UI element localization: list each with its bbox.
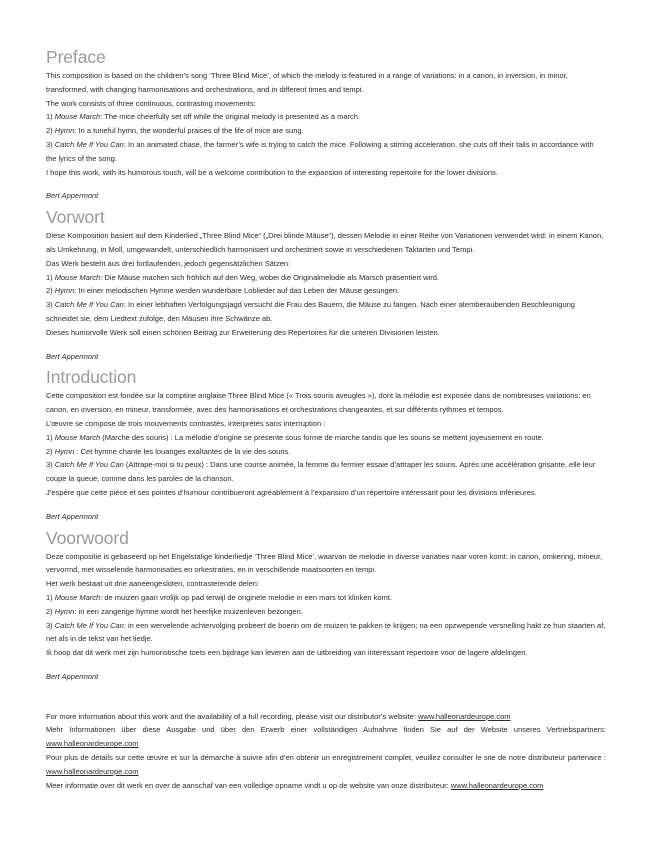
voorwoord-movement-2: 2) Hymn: in een zangerige hymne wordt het heerlijke muizenleven bezongen.	[46, 606, 303, 616]
heading-vorwort: Vorwort	[46, 207, 105, 228]
preface-movement-2: 2) Hymn: In a tuneful hymn, the wonderful praises of the life of mice are sung.	[46, 126, 304, 136]
preface-movement-1: 1) Mouse March: The mice cheerfully set off while the original melody is presented as a march.	[46, 112, 361, 122]
footer-de: Mehr Informationen über diese Ausgabe und über den Erwerb einer vollständigen Aufnahme finden Sie auf der Website unseres Vertriebspartners: www.halleonardeurope.com	[46, 725, 606, 749]
introduction-author: Bert Appermont	[46, 511, 99, 521]
vorwort-movement-1: 1) Mouse March: Die Mäuse machen sich fröhlich auf den Weg, wobei die Originalmelodie als Marsch präsentiert wird.	[46, 272, 439, 282]
footer-en: For more information about this work and the availability of a full recording, please visit our distributor’s website: www.halleonardeurope.com	[46, 711, 511, 721]
preface-author: Bert Appermont	[46, 191, 99, 201]
footer-fr: Pour plus de détails sur cette œuvre et sur la démarche à suivre afin d’en obtenir un enregistrement complet, veuillez consulter le site de notre distributeur partenaire : www.halleonardeurope.com	[46, 753, 606, 776]
document-page	[46, 46, 606, 792]
introduction-movement-2: 2) Hymn : Cet hymne chante les louanges exaltantes de la vie des souris.	[46, 446, 291, 456]
introduction-closing: J’espère que cette pièce et ses pointes d’humour contribueront agréablement à l’expansion d’un répertoire intéressant pour les divisions inférieures.	[46, 487, 537, 497]
heading-preface: Preface	[46, 47, 106, 67]
introduction-intro: Cette composition est fondée sur la comptine anglaise Three Blind Mice (« Trois souris aveugles »), dont la mélodie est exposée dans de nombreuses variations: en canon, en inversion, en mineur, transformée, avec des harmonisations et orchestrations changeantes, et sur différents rythmes et tempos.	[46, 391, 591, 415]
footer-nl: Meer informatie over dit werk en over de aanschaf van een volledige opname vindt u op de website van onze distributeur: www.halleonardeurope.com	[46, 780, 544, 790]
vorwort-movement-2: 2) Hymn: In einer melodischen Hymne werden wunderbare Loblieder auf das Leben der Mäuse gesungen.	[46, 286, 400, 296]
vorwort-lead: Das Werk besteht aus drei fortlaufenden, jedoch gegensätzlichen Sätzen:	[46, 258, 291, 268]
section-vorwort	[46, 206, 606, 363]
voorwoord-author: Bert Appermont	[46, 671, 99, 681]
distributor-info	[46, 710, 606, 793]
voorwoord-movement-3: 3) Catch Me If You Can: in een wervelende achtervolging probeert de boerin om de muizen te pakken te krijgen; na een opzwepende versnelling hakt ze hun staarten af, net als in de tekst van het liedje.	[46, 620, 606, 644]
vorwort-closing: Dieses humorvolle Werk soll einen schönen Beitrag zur Erweiterung des Repertoires für die unteren Divisionen leisten.	[46, 327, 440, 337]
heading-voorwoord: Voorwoord	[46, 527, 129, 548]
vorwort-author: Bert Appermont	[46, 351, 99, 361]
section-introduction	[46, 366, 606, 523]
preface-movement-3: 3) Catch Me If You Can: In an animated chase, the farmer’s wife is trying to catch the mice. Following a stirring acceleration, she cuts off their tails in accordance with the lyrics of the song.	[46, 139, 594, 163]
introduction-movement-3: 3) Catch Me If You Can (Attrape-moi si tu peux) : Dans une course animée, la femme du fermier essaie d’attraper les souris. Après une accélération grisante, elle leur coupe la queue, comme dans les paroles de la chanson.	[46, 460, 596, 484]
voorwoord-movement-1: 1) Mouse March: de muizen gaan vrolijk op pad terwijl de originele melodie in een mars tot klinken komt.	[46, 592, 393, 602]
vorwort-intro: Diese Komposition basiert auf dem Kinderlied „Three Blind Mice“ („Drei blinde Mäuse“), dessen Melodie in einer Reihe von Variationen verwendet wird: in einem Kanon, als Umkehrung, in Moll, umgewandelt, unterschiedlich harmonisiert und orchestriert sowie in verschiedenen Taktarten und Tempi.	[46, 231, 604, 254]
voorwoord-intro: Deze compositie is gebaseerd op het Engelstalige kinderliedje ‘Three Blind Mice’, waarvan de melodie in diverse variaties naar voren komt: in canon, omkering, mineur, vervormd, met wisselende harmonisaties en orkestraties, en in verschillende maatsoorten en tempi.	[46, 551, 603, 575]
vorwort-movement-3: 3) Catch Me If You Can: In einer lebhaften Verfolgungsjagd versucht die Frau des Bauern, die Mäuse zu fangen. Nach einer atemberaubenden Beschleunigung schneidet sie, dem Liedtext zufolge, den Mäusen ihre Schwänze ab.	[46, 300, 575, 323]
distributor-link-fr[interactable]: www.halleonardeurope.com	[46, 766, 139, 776]
voorwoord-lead: Het werk bestaat uit drie aaneengesloten, contrasterende delen:	[46, 579, 260, 589]
section-voorwoord	[46, 527, 606, 684]
preface-lead: The work consists of three continuous, contrasting movements:	[46, 98, 256, 108]
introduction-lead: L’œuvre se compose de trois mouvements contrastés, interprétés sans interruption :	[46, 418, 326, 428]
introduction-movement-1: 1) Mouse March (Marche des souris) : La mélodie d’origine se présente sous forme de marche tandis que les souris se mettent joyeusement en route.	[46, 432, 544, 442]
preface-intro: This composition is based on the children’s song ‘Three Blind Mice’, of which the melody is featured in a range of variations: in a canon, in inversion, in minor, transformed, with changing harmonisations and orchestrations, and in different times and tempi.	[46, 71, 568, 94]
section-preface	[46, 46, 606, 203]
voorwoord-closing: Ik hoop dat dit werk met zijn humoristische toets een bijdrage kan leveren aan de uitbreiding van interessant repertoire voor de lagere afdelingen.	[46, 648, 528, 658]
heading-introduction: Introduction	[46, 367, 137, 388]
distributor-link-de[interactable]: www.halleonardeurope.com	[46, 739, 139, 749]
distributor-link-en[interactable]: www.halleonardeurope.com	[417, 711, 511, 721]
distributor-link-nl[interactable]: www.halleonardeurope.com	[450, 780, 544, 790]
preface-closing: I hope this work, with its humorous touch, will be a welcome contribution to the expansion of interesting repertoire for the lower divisions.	[46, 167, 498, 177]
